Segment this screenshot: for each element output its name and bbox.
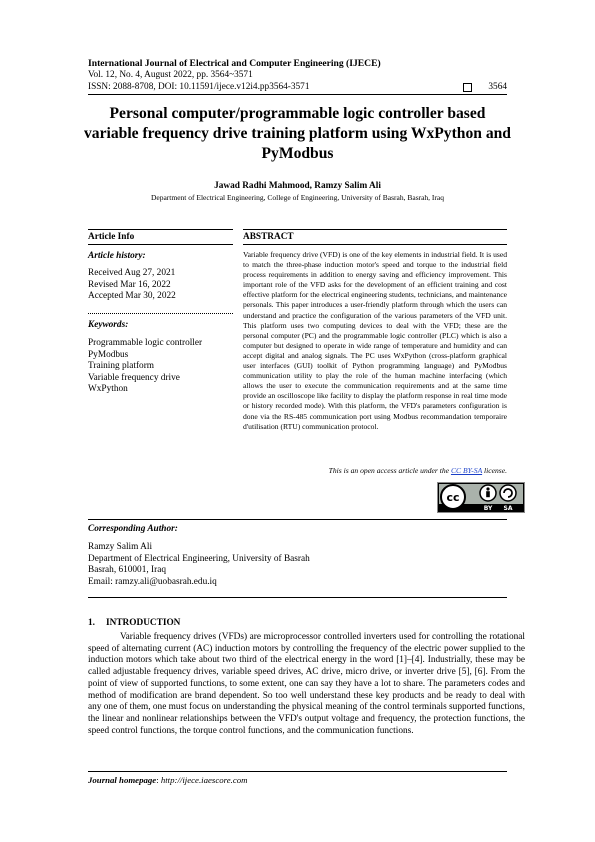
square-icon (463, 83, 472, 92)
issn-doi-line: ISSN: 2088-8708, DOI: 10.11591/ijece.v12i4.pp3564-3571 (88, 82, 310, 92)
history-divider (88, 313, 233, 314)
volume-line: Vol. 12, No. 4, August 2022, pp. 3564~3571 (88, 70, 253, 80)
corresponding-email: Email: ramzy.ali@uobasrah.edu.iq (88, 576, 217, 587)
cc-by-sa-badge (437, 482, 525, 513)
article-info-under-rule (88, 244, 233, 245)
history-accepted: Accepted Mar 30, 2022 (88, 291, 176, 301)
title-line-3: PyModbus (261, 145, 334, 162)
intro-number: 1. (88, 618, 95, 628)
open-access-note (329, 466, 507, 475)
cc-license-icon (438, 483, 524, 512)
history-received: Received Aug 27, 2021 (88, 268, 176, 278)
page-number: 3564 (488, 82, 507, 92)
footer-rule (88, 771, 507, 772)
cc-by-sa-link[interactable]: CC BY-SA (450, 466, 483, 475)
abstract-top-rule (243, 229, 507, 230)
title-line-1: Personal computer/programmable logic controller based (109, 105, 486, 122)
keywords-list (88, 338, 202, 396)
journal-homepage-link[interactable]: http://ijece.iaescore.com (160, 775, 248, 785)
keyword-item: Variable frequency drive (88, 372, 180, 383)
corresponding-block (88, 542, 310, 588)
corresponding-dept: Department of Electrical Engineering, University of Basrah (88, 553, 310, 564)
keyword-item: Training platform (88, 361, 155, 371)
keyword-item: Programmable logic controller (88, 338, 203, 348)
abstract-heading: ABSTRACT (243, 232, 294, 242)
article-info-top-rule (88, 229, 233, 230)
title-line-2: variable frequency drive training platform using WxPython and (84, 125, 511, 142)
keyword-item: WxPython (88, 384, 128, 394)
article-info-heading: Article Info (88, 232, 135, 242)
article-history-heading: Article history: (88, 251, 146, 261)
footer (88, 775, 247, 785)
sa-text: SA (503, 505, 513, 512)
keywords-heading: Keywords: (88, 320, 129, 330)
corresponding-top-rule (88, 519, 507, 520)
corresponding-bottom-rule (88, 597, 507, 598)
corresponding-address: Basrah, 610001, Iraq (88, 565, 166, 575)
intro-paragraph: Variable frequency drives (VFDs) are microprocessor controlled inverters used for controlling the rotational speed of alternating current (AC) induction motors by controlling the frequency of the electric power supplied to the induction motors which take about two third of the electrical energy in the word [1]–[4]. Industrially, these may be called adjustable frequency drives, variable speed drives, AC drive, micro drive, or inverter drive [5], [6]. From the point of view of supported functions, to some extent, one can say they have a lot to share. The parameters codes and method of modification are brand dependent. So too well understand these key products and be ready to deal with any one of them, one must focus on understanding the physical meaning of the control terminals supported functions, the linear and nonlinear relationships between the VFD's output voltage and frequency, the protection functions, the speed control functions, the torque control functions, and the communication functions. (88, 632, 525, 736)
cc-text: cc (446, 491, 460, 504)
authors: Jawad Radhi Mahmood, Ramzy Salim Ali (214, 181, 381, 191)
oa-suffix: license. (482, 466, 507, 475)
abstract-under-rule (243, 244, 507, 245)
article-history-list (88, 268, 176, 303)
by-text: BY (483, 505, 493, 512)
footer-label: Journal homepage (88, 775, 157, 785)
page-number-block (463, 82, 507, 92)
corresponding-name: Ramzy Salim Ali (88, 542, 153, 552)
affiliation: Department of Electrical Engineering, College of Engineering, University of Basrah, Basrah, Iraq (150, 193, 445, 202)
footer-colon: : (156, 775, 161, 785)
paper-title (70, 104, 525, 164)
keyword-item: PyModbus (88, 349, 129, 360)
journal-name: International Journal of Electrical and Computer Engineering (IJECE) (88, 58, 381, 69)
abstract-text: Variable frequency drive (VFD) is one of the key elements in industrial field. It is used to match the three-phase induction motor's speed and torque to the industrial field process requirements in addition to energy saving and efficiency improvement. This important role of the VFD asks for the development of an efficient training and cost effective platform for the electrical engineering students, technicians, and maintenance personals. This paper introduces a user-friendly platform through which the users can understand and practice the configuration of the various parameters of the VFD unit. This platform uses two computing devices to deal with the VFD; these are the personal computer (PC) and the programmable logic controller (PLC) which is also a computer but designed to operate in wide range of temperature and humidity and can accept digital and analog signals. The PC uses WxPython (cross-platform graphical user interfaces (GUI) toolkit of Python programming language) and PyModbus communication utility to play the role of the human machine interfacing (which allows the user to execute the communication requirements and at the same time provide an oscilloscope like facility to display the platform response in real time mode or history recorded mode). With this platform, the VFD's parameters configuration is done via the RS-485 communication port using Modbus recommandation temporaire d'utilisation (RTU) communication protocol. (243, 250, 507, 431)
intro-heading: INTRODUCTION (106, 618, 181, 628)
oa-prefix: This is an open access article under the (328, 466, 451, 475)
corresponding-heading: Corresponding Author: (88, 524, 178, 534)
history-revised: Revised Mar 16, 2022 (88, 279, 171, 290)
header-rule (88, 94, 507, 95)
